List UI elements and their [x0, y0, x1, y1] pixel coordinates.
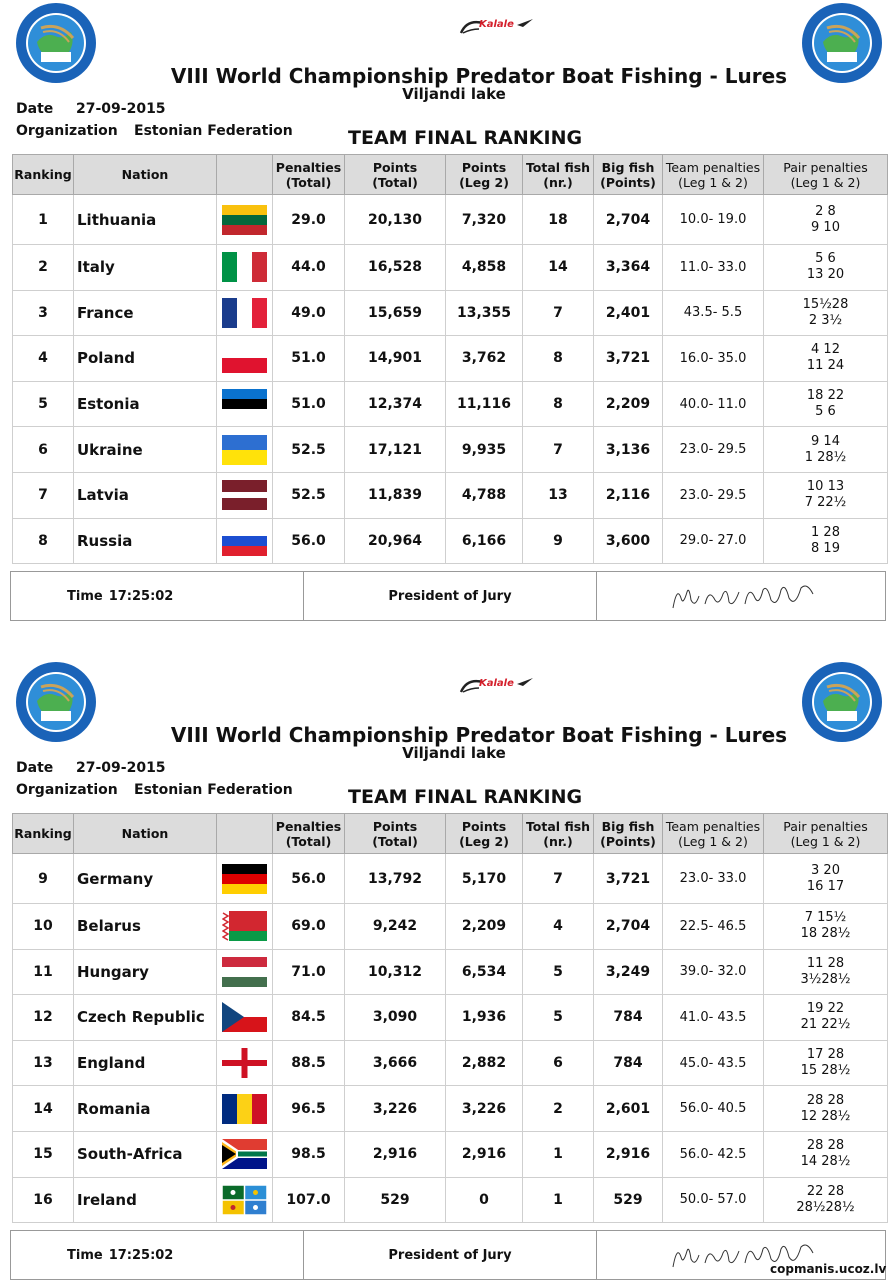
table-row: [13, 336, 888, 382]
col-total-fish: Total fish (nr.): [523, 155, 594, 195]
pair-penalties-leg1: 1 28: [811, 524, 840, 540]
pair-penalties-cell: [764, 949, 888, 995]
penalties-cell: 69.0: [273, 904, 345, 950]
points-total-cell: 3,226: [345, 1086, 446, 1132]
team-penalties-cell: 39.0- 32.0: [663, 949, 764, 995]
col-big-fish: Big fish (Points): [594, 814, 663, 854]
team-penalties-cell: 43.5- 5.5: [663, 290, 764, 336]
pair-penalties-cell: [764, 427, 888, 473]
rank-cell: 6: [13, 427, 74, 473]
pair-penalties-leg2: 18 28½: [800, 926, 851, 942]
points-leg2-cell: 2,209: [446, 904, 523, 950]
pair-penalties-leg2: 14 28½: [800, 1154, 851, 1170]
big-fish-cell: 2,401: [594, 290, 663, 336]
pair-penalties-leg1: 22 28: [806, 1183, 845, 1199]
col-pair-penalties: Pair penalties (Leg 1 & 2): [764, 814, 888, 854]
belarus-flag-icon: [222, 911, 267, 941]
penalties-cell: 56.0: [273, 518, 345, 564]
pair-penalties-leg2: 21 22½: [800, 1017, 851, 1033]
pair-penalties-cell: [764, 195, 888, 245]
date-label: Date: [16, 101, 54, 117]
team-penalties-cell: 23.0- 29.5: [663, 427, 764, 473]
nation-cell: Estonia: [74, 381, 217, 427]
pair-penalties-leg1: 15½28: [802, 296, 849, 312]
organization-label: Organization: [16, 123, 118, 139]
kalale-logo-icon: [457, 676, 537, 696]
brand-text: Kalale: [479, 19, 514, 30]
col-points-leg2: Points (Leg 2): [446, 155, 523, 195]
points-total-cell: 15,659: [345, 290, 446, 336]
page-subtitle: Viljandi lake: [402, 744, 506, 762]
points-total-cell: 11,839: [345, 472, 446, 518]
organization-label: Organization: [16, 782, 118, 798]
points-total-cell: 529: [345, 1177, 446, 1223]
table-row: [13, 904, 888, 950]
table-row: [13, 518, 888, 564]
points-leg2-cell: 2,916: [446, 1131, 523, 1177]
nation-cell: Poland: [74, 336, 217, 382]
time-label: Time: [67, 1247, 103, 1263]
rank-cell: 8: [13, 518, 74, 564]
time-label: Time: [67, 588, 103, 604]
england-flag-icon: [222, 1048, 267, 1078]
points-leg2-cell: 3,762: [446, 336, 523, 382]
pair-penalties-leg1: 9 14: [811, 433, 840, 449]
date-value: 27-09-2015: [76, 101, 166, 117]
points-total-cell: 20,130: [345, 195, 446, 245]
total-fish-cell: 14: [523, 245, 594, 291]
points-leg2-cell: 4,788: [446, 472, 523, 518]
estonia-flag-icon: [222, 389, 267, 419]
team-penalties-cell: 56.0- 40.5: [663, 1086, 764, 1132]
penalties-cell: 84.5: [273, 995, 345, 1041]
team-penalties-cell: 10.0- 19.0: [663, 195, 764, 245]
watermark: copmanis.ucoz.lv: [770, 1262, 887, 1276]
team-penalties-cell: 50.0- 57.0: [663, 1177, 764, 1223]
pair-penalties-cell: [764, 854, 888, 904]
time-cell: [11, 1231, 304, 1279]
points-total-cell: 10,312: [345, 949, 446, 995]
flag-cell: [217, 427, 273, 473]
col-points-total: Points (Total): [345, 814, 446, 854]
pair-penalties-leg2: 2 3½: [808, 312, 843, 328]
team-penalties-cell: 11.0- 33.0: [663, 245, 764, 291]
pair-penalties-cell: [764, 1177, 888, 1223]
penalties-cell: 88.5: [273, 1040, 345, 1086]
points-total-cell: 3,090: [345, 995, 446, 1041]
page-title: VIII World Championship Predator Boat Fishing - Lures: [170, 64, 788, 88]
table-row: [13, 1177, 888, 1223]
big-fish-cell: 2,209: [594, 381, 663, 427]
total-fish-cell: 6: [523, 1040, 594, 1086]
jury-label: President of Jury: [388, 1247, 512, 1263]
team-penalties-cell: 29.0- 27.0: [663, 518, 764, 564]
penalties-cell: 44.0: [273, 245, 345, 291]
signature-icon: [669, 578, 819, 614]
total-fish-cell: 2: [523, 1086, 594, 1132]
pair-penalties-leg2: 7 22½: [804, 495, 847, 511]
table-row: [13, 290, 888, 336]
team-penalties-cell: 40.0- 11.0: [663, 381, 764, 427]
czech-flag-icon: [222, 1002, 267, 1032]
penalties-cell: 96.5: [273, 1086, 345, 1132]
flag-cell: [217, 1177, 273, 1223]
ranking-page: [0, 659, 890, 1280]
nation-cell: Latvia: [74, 472, 217, 518]
team-penalties-cell: 16.0- 35.0: [663, 336, 764, 382]
total-fish-cell: 7: [523, 427, 594, 473]
total-fish-cell: 4: [523, 904, 594, 950]
points-total-cell: 12,374: [345, 381, 446, 427]
table-row: [13, 381, 888, 427]
italy-flag-icon: [222, 252, 267, 282]
time-cell: [11, 572, 304, 620]
rank-cell: 3: [13, 290, 74, 336]
points-total-cell: 13,792: [345, 854, 446, 904]
ukraine-flag-icon: [222, 435, 267, 465]
total-fish-cell: 5: [523, 949, 594, 995]
team-penalties-cell: 56.0- 42.5: [663, 1131, 764, 1177]
pair-penalties-cell: [764, 1086, 888, 1132]
col-ranking: Ranking: [13, 155, 74, 195]
total-fish-cell: 5: [523, 995, 594, 1041]
points-total-cell: 14,901: [345, 336, 446, 382]
lithuania-flag-icon: [222, 205, 267, 235]
flag-cell: [217, 904, 273, 950]
total-fish-cell: 1: [523, 1131, 594, 1177]
flag-cell: [217, 1086, 273, 1132]
col-penalties: Penalties (Total): [273, 155, 345, 195]
table-header-row: [13, 814, 888, 854]
pair-penalties-leg1: 18 22: [806, 388, 845, 404]
signature-cell: [597, 572, 885, 620]
pair-penalties-cell: [764, 290, 888, 336]
date-line: [16, 101, 166, 117]
table-row: [13, 1131, 888, 1177]
nation-cell: Czech Republic: [74, 995, 217, 1041]
pair-penalties-leg2: 15 28½: [800, 1063, 851, 1079]
pair-penalties-leg1: 3 20: [811, 862, 840, 878]
ranking-table: [12, 813, 888, 1223]
footer-box: [10, 571, 886, 621]
pair-penalties-leg1: 5 6: [815, 251, 836, 267]
germany-flag-icon: [222, 864, 267, 894]
col-points-leg2: Points (Leg 2): [446, 814, 523, 854]
big-fish-cell: 3,721: [594, 854, 663, 904]
points-leg2-cell: 3,226: [446, 1086, 523, 1132]
nation-cell: South-Africa: [74, 1131, 217, 1177]
time-value: 17:25:02: [108, 1247, 174, 1263]
total-fish-cell: 7: [523, 290, 594, 336]
rank-cell: 10: [13, 904, 74, 950]
big-fish-cell: 529: [594, 1177, 663, 1223]
penalties-cell: 52.5: [273, 472, 345, 518]
table-row: [13, 1086, 888, 1132]
big-fish-cell: 2,916: [594, 1131, 663, 1177]
team-penalties-cell: 22.5- 46.5: [663, 904, 764, 950]
penalties-cell: 71.0: [273, 949, 345, 995]
big-fish-cell: 2,704: [594, 904, 663, 950]
nation-cell: Italy: [74, 245, 217, 291]
big-fish-cell: 3,364: [594, 245, 663, 291]
nation-cell: Hungary: [74, 949, 217, 995]
col-ranking: Ranking: [13, 814, 74, 854]
table-row: [13, 245, 888, 291]
pair-penalties-leg2: 5 6: [815, 404, 836, 420]
rank-cell: 2: [13, 245, 74, 291]
rank-cell: 12: [13, 995, 74, 1041]
pair-penalties-leg2: 9 10: [811, 219, 840, 235]
ranking-title: TEAM FINAL RANKING: [348, 786, 583, 808]
flag-cell: [217, 1131, 273, 1177]
pair-penalties-leg2: 3½28½: [800, 971, 851, 987]
nation-cell: Russia: [74, 518, 217, 564]
pair-penalties-leg2: 28½28½: [796, 1199, 855, 1215]
big-fish-cell: 784: [594, 995, 663, 1041]
ranking-table: [12, 154, 888, 564]
points-leg2-cell: 13,355: [446, 290, 523, 336]
flag-cell: [217, 472, 273, 518]
table-row: [13, 472, 888, 518]
points-total-cell: 17,121: [345, 427, 446, 473]
team-penalties-cell: 23.0- 29.5: [663, 472, 764, 518]
pair-penalties-leg1: 4 12: [811, 342, 840, 358]
russia-flag-icon: [222, 526, 267, 556]
team-penalties-cell: 23.0- 33.0: [663, 854, 764, 904]
rank-cell: 9: [13, 854, 74, 904]
nation-cell: Ukraine: [74, 427, 217, 473]
col-penalties: Penalties (Total): [273, 814, 345, 854]
organization-line: [16, 123, 293, 139]
total-fish-cell: 18: [523, 195, 594, 245]
pair-penalties-cell: [764, 1040, 888, 1086]
points-leg2-cell: 11,116: [446, 381, 523, 427]
pair-penalties-cell: [764, 245, 888, 291]
flag-cell: [217, 336, 273, 382]
nation-cell: France: [74, 290, 217, 336]
col-flag: [217, 814, 273, 854]
flag-cell: [217, 1040, 273, 1086]
nation-cell: Ireland: [74, 1177, 217, 1223]
points-total-cell: 2,916: [345, 1131, 446, 1177]
pair-penalties-leg2: 13 20: [806, 267, 845, 283]
big-fish-cell: 3,136: [594, 427, 663, 473]
points-leg2-cell: 9,935: [446, 427, 523, 473]
total-fish-cell: 1: [523, 1177, 594, 1223]
col-team-penalties: Team penalties (Leg 1 & 2): [663, 155, 764, 195]
col-big-fish: Big fish (Points): [594, 155, 663, 195]
big-fish-cell: 2,116: [594, 472, 663, 518]
flag-cell: [217, 949, 273, 995]
rank-cell: 15: [13, 1131, 74, 1177]
pair-penalties-leg2: 11 24: [806, 358, 845, 374]
ireland-flag-icon: [222, 1185, 267, 1215]
rank-cell: 11: [13, 949, 74, 995]
latvia-flag-icon: [222, 480, 267, 510]
date-line: [16, 760, 166, 776]
points-total-cell: 3,666: [345, 1040, 446, 1086]
penalties-cell: 52.5: [273, 427, 345, 473]
big-fish-cell: 3,249: [594, 949, 663, 995]
flag-cell: [217, 381, 273, 427]
team-penalties-cell: 41.0- 43.5: [663, 995, 764, 1041]
flag-cell: [217, 290, 273, 336]
rank-cell: 7: [13, 472, 74, 518]
flag-cell: [217, 995, 273, 1041]
romania-flag-icon: [222, 1094, 267, 1124]
flag-cell: [217, 245, 273, 291]
pair-penalties-leg2: 1 28½: [804, 449, 847, 465]
pair-penalties-cell: [764, 904, 888, 950]
nation-cell: Belarus: [74, 904, 217, 950]
jury-cell: [304, 572, 597, 620]
penalties-cell: 98.5: [273, 1131, 345, 1177]
big-fish-cell: 3,600: [594, 518, 663, 564]
france-flag-icon: [222, 298, 267, 328]
col-team-penalties: Team penalties (Leg 1 & 2): [663, 814, 764, 854]
table-row: [13, 854, 888, 904]
pair-penalties-cell: [764, 336, 888, 382]
footer-box: [10, 1230, 886, 1280]
organization-value: Estonian Federation: [134, 782, 293, 798]
penalties-cell: 51.0: [273, 336, 345, 382]
pair-penalties-leg1: 11 28: [806, 955, 845, 971]
south-africa-flag-icon: [222, 1139, 267, 1169]
points-total-cell: 9,242: [345, 904, 446, 950]
flag-cell: [217, 518, 273, 564]
pair-penalties-leg1: 19 22: [806, 1001, 845, 1017]
penalties-cell: 107.0: [273, 1177, 345, 1223]
pair-penalties-leg1: 7 15½: [804, 910, 847, 926]
pair-penalties-leg1: 10 13: [806, 479, 845, 495]
col-nation: Nation: [74, 814, 217, 854]
total-fish-cell: 8: [523, 381, 594, 427]
penalties-cell: 51.0: [273, 381, 345, 427]
pair-penalties-cell: [764, 518, 888, 564]
col-pair-penalties: Pair penalties (Leg 1 & 2): [764, 155, 888, 195]
points-leg2-cell: 6,534: [446, 949, 523, 995]
flag-cell: [217, 854, 273, 904]
pair-penalties-leg1: 17 28: [806, 1047, 845, 1063]
date-label: Date: [16, 760, 54, 776]
date-value: 27-09-2015: [76, 760, 166, 776]
big-fish-cell: 2,601: [594, 1086, 663, 1132]
big-fish-cell: 2,704: [594, 195, 663, 245]
col-flag: [217, 155, 273, 195]
time-value: 17:25:02: [108, 588, 174, 604]
nation-cell: Lithuania: [74, 195, 217, 245]
table-row: [13, 195, 888, 245]
pair-penalties-leg1: 28 28: [806, 1138, 845, 1154]
col-total-fish: Total fish (nr.): [523, 814, 594, 854]
points-leg2-cell: 2,882: [446, 1040, 523, 1086]
pair-penalties-cell: [764, 1131, 888, 1177]
kalale-logo-icon: [457, 17, 537, 37]
ranking-title: TEAM FINAL RANKING: [348, 127, 583, 149]
penalties-cell: 49.0: [273, 290, 345, 336]
big-fish-cell: 3,721: [594, 336, 663, 382]
total-fish-cell: 13: [523, 472, 594, 518]
organization-value: Estonian Federation: [134, 123, 293, 139]
pair-penalties-leg2: 16 17: [806, 878, 845, 894]
penalties-cell: 29.0: [273, 195, 345, 245]
points-leg2-cell: 6,166: [446, 518, 523, 564]
col-points-total: Points (Total): [345, 155, 446, 195]
total-fish-cell: 8: [523, 336, 594, 382]
pair-penalties-leg1: 2 8: [815, 203, 836, 219]
table-header-row: [13, 155, 888, 195]
pair-penalties-cell: [764, 472, 888, 518]
points-leg2-cell: 4,858: [446, 245, 523, 291]
penalties-cell: 56.0: [273, 854, 345, 904]
nation-cell: Romania: [74, 1086, 217, 1132]
pair-penalties-leg1: 28 28: [806, 1092, 845, 1108]
table-row: [13, 995, 888, 1041]
total-fish-cell: 7: [523, 854, 594, 904]
jury-cell: [304, 1231, 597, 1279]
jury-label: President of Jury: [388, 588, 512, 604]
total-fish-cell: 9: [523, 518, 594, 564]
pair-penalties-cell: [764, 381, 888, 427]
points-leg2-cell: 0: [446, 1177, 523, 1223]
rank-cell: 1: [13, 195, 74, 245]
brand-text: Kalale: [479, 678, 514, 689]
flag-cell: [217, 195, 273, 245]
table-row: [13, 427, 888, 473]
rank-cell: 16: [13, 1177, 74, 1223]
pair-penalties-leg2: 12 28½: [800, 1108, 851, 1124]
pair-penalties-cell: [764, 995, 888, 1041]
points-leg2-cell: 7,320: [446, 195, 523, 245]
rank-cell: 5: [13, 381, 74, 427]
rank-cell: 13: [13, 1040, 74, 1086]
team-penalties-cell: 45.0- 43.5: [663, 1040, 764, 1086]
nation-cell: Germany: [74, 854, 217, 904]
big-fish-cell: 784: [594, 1040, 663, 1086]
points-total-cell: 20,964: [345, 518, 446, 564]
points-leg2-cell: 1,936: [446, 995, 523, 1041]
table-row: [13, 1040, 888, 1086]
rank-cell: 4: [13, 336, 74, 382]
pair-penalties-leg2: 8 19: [811, 540, 840, 556]
col-nation: Nation: [74, 155, 217, 195]
points-leg2-cell: 5,170: [446, 854, 523, 904]
poland-flag-icon: [222, 343, 267, 373]
hungary-flag-icon: [222, 957, 267, 987]
page-subtitle: Viljandi lake: [402, 85, 506, 103]
rank-cell: 14: [13, 1086, 74, 1132]
organization-line: [16, 782, 293, 798]
page-title: VIII World Championship Predator Boat Fishing - Lures: [170, 723, 788, 747]
points-total-cell: 16,528: [345, 245, 446, 291]
nation-cell: England: [74, 1040, 217, 1086]
table-row: [13, 949, 888, 995]
